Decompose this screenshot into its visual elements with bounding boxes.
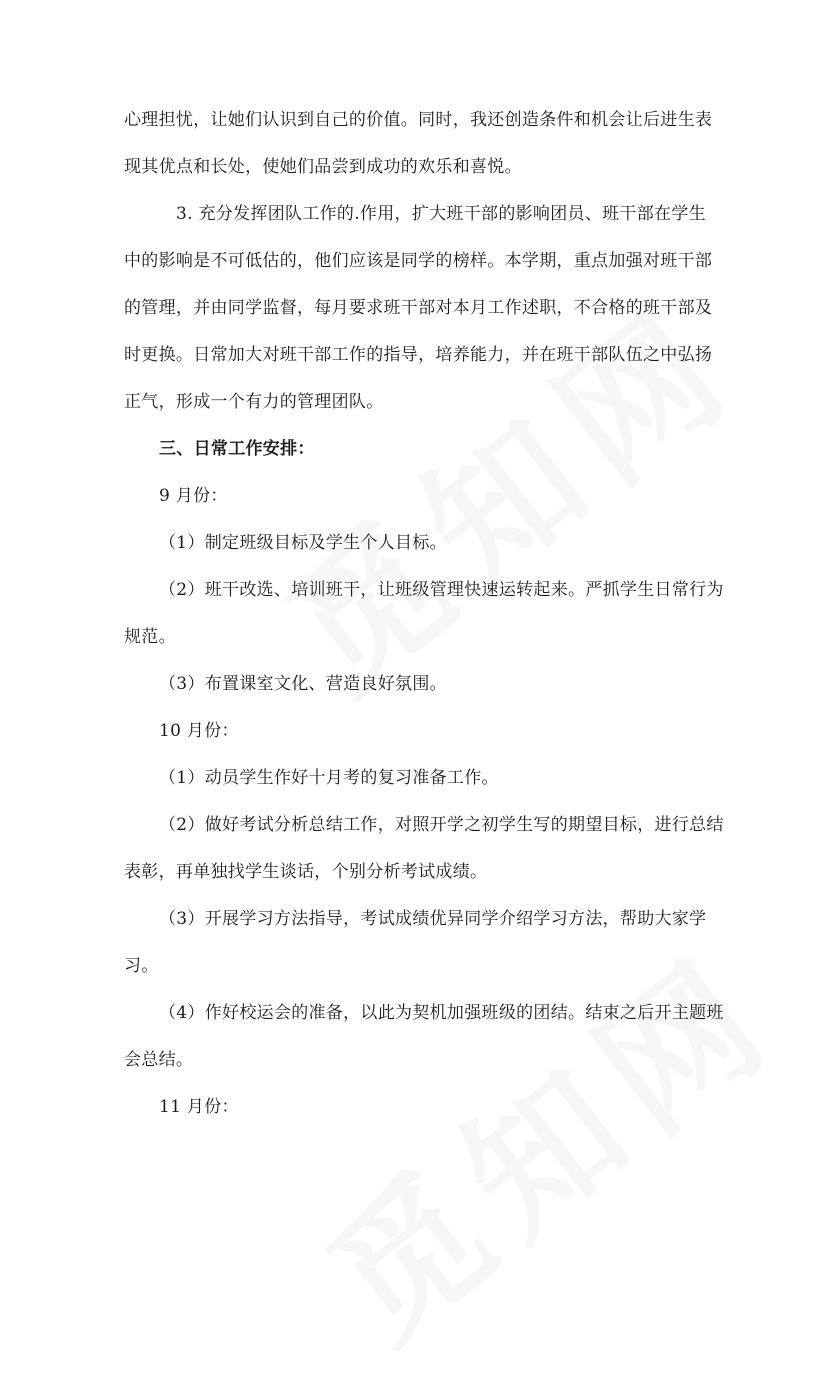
text-line: 的管理，并由同学监督，每月要求班干部对本月工作述职，不合格的班干部及	[124, 298, 713, 318]
text-line: 3. 充分发挥团队工作的.作用，扩大班干部的影响团员、班干部在学生	[176, 204, 706, 224]
month-heading: 9 月份：	[159, 486, 228, 506]
text-line: 习。	[124, 956, 159, 976]
text-line: 时更换。日常加大对班干部工作的指导，培养能力，并在班干部队伍之中弘扬	[124, 345, 713, 365]
list-item: （3）布置课室文化、营造良好氛围。	[159, 674, 447, 694]
text-line: 现其优点和长处，使她们品尝到成功的欢乐和喜悦。	[124, 157, 522, 177]
text-line: 正气，形成一个有力的管理团队。	[124, 392, 384, 412]
list-item: （4）作好校运会的准备，以此为契机加强班级的团结。结束之后开主题班	[159, 1003, 724, 1023]
list-item: （1）动员学生作好十月考的复习准备工作。	[159, 768, 499, 788]
text-line: 表彰，再单独找学生谈话，个别分析考试成绩。	[124, 862, 488, 882]
section-heading: 三、日常工作安排：	[159, 439, 315, 459]
text-line: 中的影响是不可低估的，他们应该是同学的榜样。本学期，重点加强对班干部	[124, 251, 713, 271]
list-item: （1）制定班级目标及学生个人目标。	[159, 533, 447, 553]
text-line: 会总结。	[124, 1050, 194, 1070]
text-line: 心理担忧，让她们认识到自己的价值。同时，我还创造条件和机会让后进生表	[124, 110, 713, 130]
month-heading: 11 月份：	[159, 1097, 239, 1117]
text-line: 规范。	[124, 627, 176, 647]
list-item: （2）班干改选、培训班干，让班级管理快速运转起来。严抓学生日常行为	[159, 580, 724, 600]
list-item: （3）开展学习方法指导，考试成绩优异同学介绍学习方法，帮助大家学	[159, 909, 707, 929]
list-item: （2）做好考试分析总结工作，对照开学之初学生写的期望目标，进行总结	[159, 815, 724, 835]
month-heading: 10 月份：	[159, 721, 239, 741]
